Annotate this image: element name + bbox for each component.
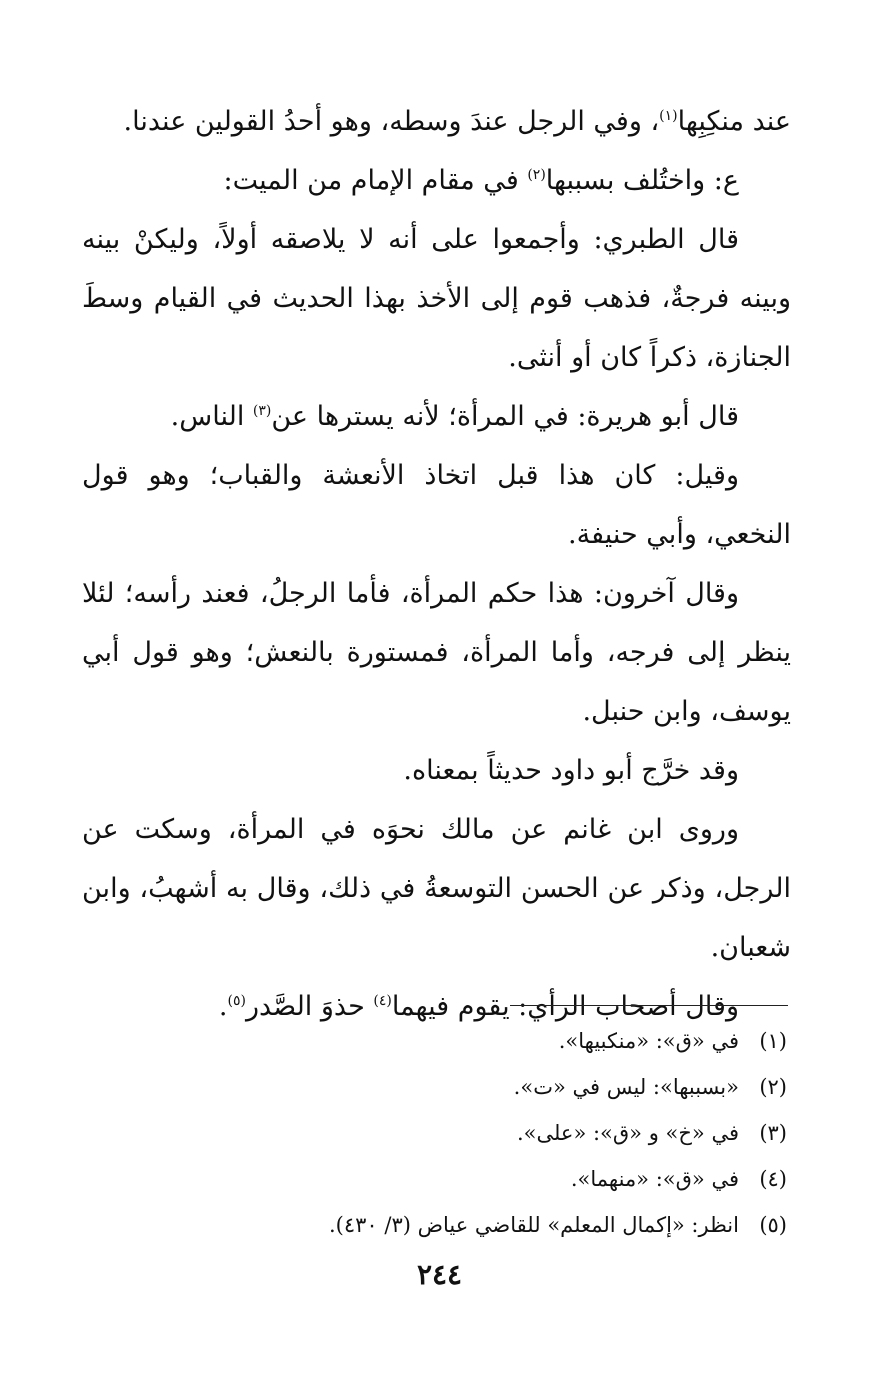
footnote-text: انظر: «إكمال المعلم» للقاضي عياض (٣/ ٤٣٠). — [328, 1213, 739, 1237]
footnote — [267, 1110, 787, 1156]
footnote-reference: (٢) — [527, 167, 546, 183]
footnote-reference: (٥) — [227, 993, 246, 1009]
footnote-reference: (٣) — [252, 403, 272, 419]
text-segment: في مقام الإمام من الميت: — [223, 165, 528, 196]
footnote — [267, 1064, 787, 1110]
footnote-number: (٥) — [759, 1213, 787, 1237]
text-segment: قال الطبري: وأجمعوا على أنه لا يلاصقه أولاً، وليكنْ بينه وبينه فرجةٌ، فذهب قوم إلى الأخذ بهذا الحديث في القيام وسطَ الجنازة، ذكراً كان أو أنثى. — [82, 224, 791, 373]
text-segment: عند منكِبِها — [677, 106, 791, 137]
footnote-number: (٣) — [759, 1121, 787, 1145]
footnotes — [267, 1018, 787, 1248]
paragraph — [82, 387, 791, 446]
footnote-separator — [510, 1005, 788, 1006]
text-segment: ، وفي الرجل عندَ وسطه، وهو أحدُ القولين عندنا. — [123, 106, 660, 137]
text-segment: وقد خرَّج أبو داود حديثاً بمعناه. — [403, 755, 739, 786]
paragraph — [82, 564, 791, 741]
footnote-text: في «ق»: «منهما». — [570, 1167, 739, 1191]
text-segment: وقال أصحاب الرأي: يقوم فيهما — [391, 991, 739, 1022]
footnote — [267, 1202, 787, 1248]
footnote-number: (١) — [759, 1029, 787, 1053]
paragraph — [82, 210, 791, 387]
footnote-reference: (١) — [659, 108, 678, 124]
footnote-text: في «خ» و «ق»: «على». — [516, 1121, 739, 1145]
footnote — [267, 1156, 787, 1202]
footnote-number: (٤) — [759, 1167, 787, 1191]
footnote-number: (٢) — [759, 1075, 787, 1099]
text-segment: وقال آخرون: هذا حكم المرأة، فأما الرجلُ، فعند رأسه؛ لئلا ينظر إلى فرجه، وأما المرأة، فمستورة بالنعش؛ وهو قول أبي يوسف، وابن حنبل. — [82, 578, 791, 727]
text-segment: الناس. — [170, 401, 253, 432]
text-segment: وقيل: كان هذا قبل اتخاذ الأنعشة والقباب؛ وهو قول النخعي، وأبي حنيفة. — [82, 460, 791, 550]
text-segment: وروى ابن غانم عن مالك نحوَه في المرأة، وسكت عن الرجل، وذكر عن الحسن التوسعةُ في ذلك، وقال به أشهبُ، وابن شعبان. — [82, 814, 791, 963]
paragraph — [82, 151, 791, 210]
text-segment: حذوَ الصَّدر — [245, 991, 374, 1022]
paragraph — [82, 741, 791, 800]
footnote-reference: (٤) — [373, 993, 392, 1009]
paragraph — [82, 446, 791, 564]
text-segment: قال أبو هريرة: في المرأة؛ لأنه يسترها عن — [271, 401, 739, 432]
paragraph — [82, 800, 791, 977]
footnote — [267, 1018, 787, 1064]
footnote-text: في «ق»: «منكبيها». — [558, 1029, 739, 1053]
paragraph — [82, 92, 791, 151]
text-segment: ع: واختُلف بسببها — [545, 165, 739, 196]
page-number: ٢٤٤ — [416, 1258, 463, 1291]
main-text — [82, 92, 791, 1036]
text-segment: . — [218, 991, 228, 1022]
footnote-text: «بسببها»: ليس في «ت». — [513, 1075, 739, 1099]
